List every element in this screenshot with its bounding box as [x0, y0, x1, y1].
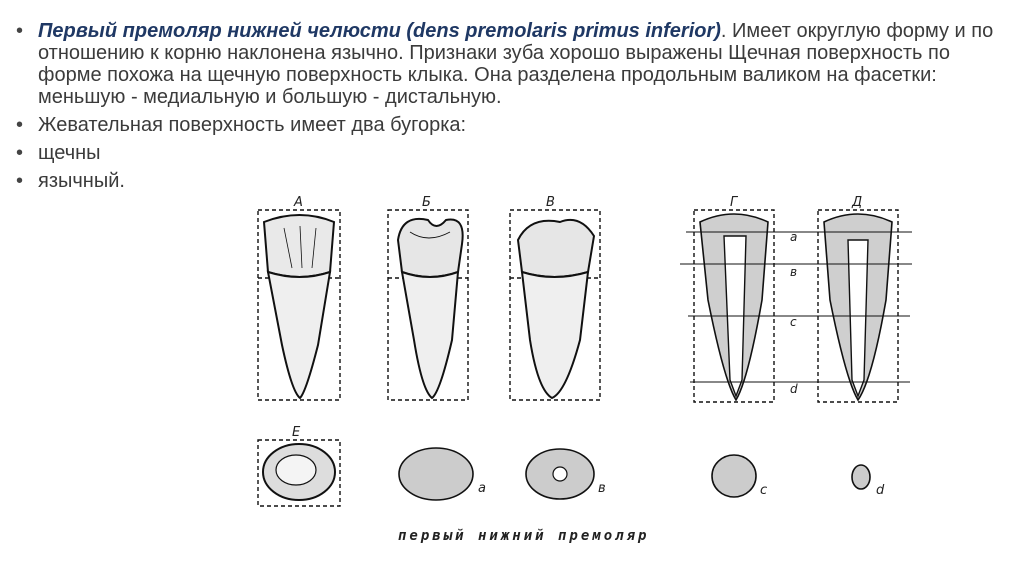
tooth-title: Первый премоляр нижней челюсти (dens premolaris primus inferior): [38, 20, 721, 42]
label-view-a: А: [294, 195, 303, 210]
label-view-v: В: [546, 195, 555, 210]
cross-section-d: [852, 465, 870, 489]
label-view-b: Б: [422, 195, 431, 210]
tooth-view-a: [258, 210, 340, 400]
bullet-list: [14, 20, 1014, 198]
label-cross-v: в: [598, 481, 606, 496]
label-section-v: в: [790, 265, 798, 279]
label-view-e: Е: [292, 425, 301, 440]
label-section-c: c: [790, 315, 797, 329]
label-cross-a: a: [478, 481, 486, 496]
figure-caption: первый нижний премоляр: [398, 528, 650, 544]
label-cross-c: c: [760, 483, 768, 498]
tooth-description: . Имеет округлую форму и по отношению к корню наклонена язычно. Признаки зуба хорошо выражены Щечная поверхность по форме похожа на щечную поверхность клыка. Она разделена продольным валиком на фасетки: меньшую - медиальную и большую - дистальную.: [38, 20, 994, 108]
cross-section-b: [526, 449, 594, 499]
label-section-d: d: [790, 382, 798, 396]
occlusal-view-e: [258, 440, 340, 506]
label-cross-d: d: [876, 483, 885, 498]
cross-section-a: [399, 448, 473, 500]
tooth-view-v: [510, 210, 600, 400]
bullet-chewing-surface: • Жевательная поверхность имеет два бугорка:: [14, 114, 1014, 136]
label-view-g: Г: [730, 195, 738, 210]
tooth-section-g: [694, 210, 774, 402]
bullet-buccal: • щечны: [14, 142, 1014, 164]
bullet-lingual: • язычный.: [14, 170, 1014, 192]
tooth-section-d: [818, 210, 898, 402]
bullet-description: [14, 20, 1014, 108]
label-view-d: Д: [852, 195, 863, 210]
tooth-view-b: [388, 210, 468, 400]
label-section-a: a: [790, 230, 798, 244]
cross-section-c: [712, 455, 756, 497]
